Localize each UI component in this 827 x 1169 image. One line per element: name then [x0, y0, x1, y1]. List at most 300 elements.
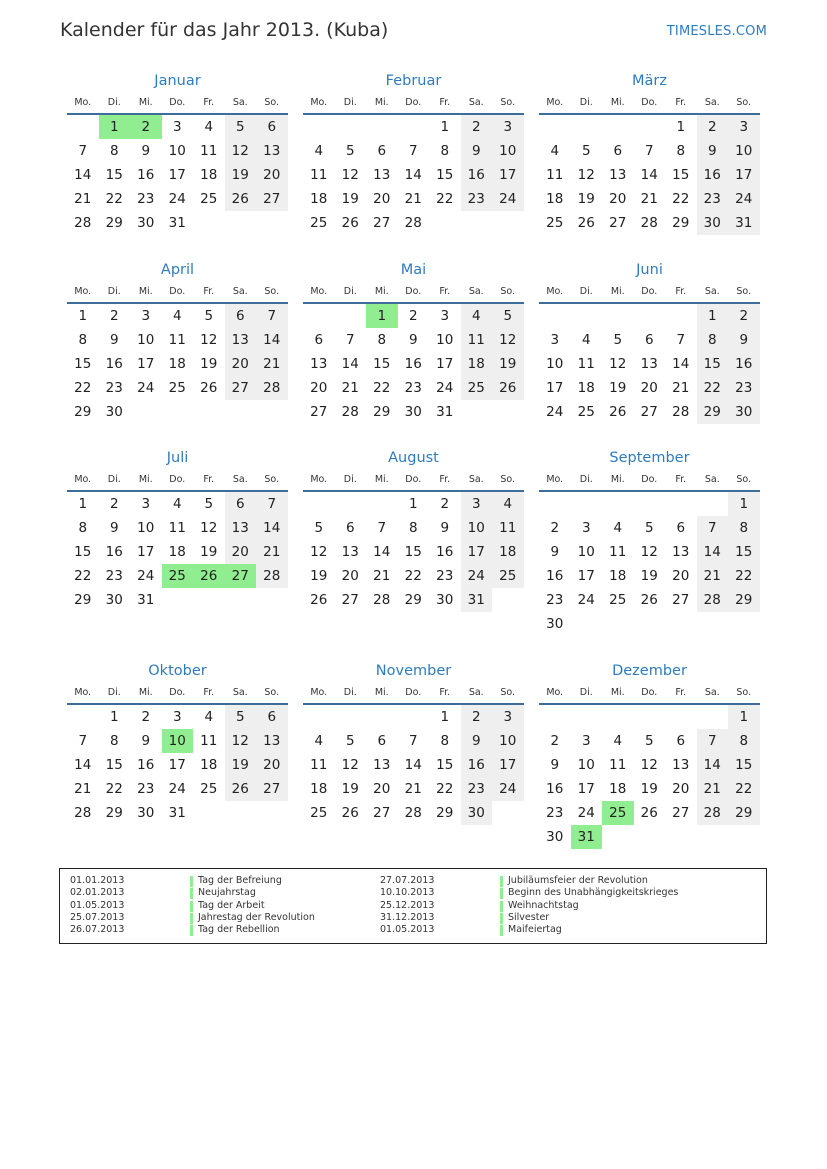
- weekday-label: So.: [264, 474, 280, 485]
- day-cell: 16: [461, 753, 493, 777]
- day-cell: [728, 612, 760, 636]
- weekday-label: Do.: [405, 97, 422, 108]
- day-cell: 25: [310, 805, 328, 821]
- day-cell: [539, 115, 571, 139]
- day-cell: 26: [193, 564, 225, 588]
- day-cell: [602, 115, 634, 139]
- day-cell: 27: [310, 404, 328, 420]
- day-cell: 11: [168, 332, 186, 348]
- day-cell: [256, 801, 288, 825]
- holiday-marker: [500, 901, 503, 912]
- day-cell: 30: [461, 801, 493, 825]
- holiday-marker: [190, 913, 193, 924]
- weekday-label: Mo.: [74, 286, 92, 297]
- day-cell: 29: [672, 215, 690, 231]
- weekday-label: Mi.: [374, 687, 389, 698]
- day-cell: 22: [436, 191, 454, 207]
- day-cell: 22: [105, 781, 123, 797]
- day-cell: 2: [461, 705, 493, 729]
- day-cell: 15: [373, 356, 391, 372]
- day-cell: 14: [373, 544, 391, 560]
- day-cell: 11: [200, 143, 218, 159]
- day-cell: 18: [310, 781, 328, 797]
- day-cell: 31: [137, 592, 155, 608]
- month-7: [303, 447, 524, 612]
- day-cell: 8: [440, 733, 450, 749]
- month-0: [67, 70, 288, 235]
- day-cell: 4: [172, 308, 182, 324]
- day-cell: 31: [461, 588, 493, 612]
- day-cell: 7: [256, 492, 288, 516]
- day-cell: [256, 588, 288, 612]
- day-cell: 20: [225, 352, 257, 376]
- day-cell: 5: [492, 304, 524, 328]
- weekday-label: So.: [264, 97, 280, 108]
- day-cell: 16: [404, 356, 422, 372]
- day-cell: 16: [105, 356, 123, 372]
- weekday-label: Mo.: [546, 474, 564, 485]
- day-cell: [728, 825, 760, 849]
- day-cell: 5: [613, 332, 623, 348]
- weekday-label: So.: [500, 286, 516, 297]
- day-cell: 15: [672, 167, 690, 183]
- day-cell: 23: [137, 781, 155, 797]
- day-cell: [398, 705, 430, 729]
- weekday-label: So.: [264, 687, 280, 698]
- weekday-label: Fr.: [203, 97, 215, 108]
- page-title: Kalender für das Jahr 2013. (Kuba): [60, 19, 389, 41]
- day-cell: 6: [644, 332, 654, 348]
- day-cell: 8: [728, 516, 760, 540]
- day-cell: 13: [640, 356, 658, 372]
- day-cell: 18: [492, 540, 524, 564]
- day-cell: [335, 115, 367, 139]
- day-cell: 20: [672, 568, 690, 584]
- day-cell: [162, 400, 194, 424]
- day-cell: 9: [109, 332, 119, 348]
- day-cell: 10: [546, 356, 564, 372]
- day-cell: 21: [74, 191, 92, 207]
- weekday-label: Sa.: [232, 687, 248, 698]
- week-row: [67, 400, 288, 424]
- week-row: [539, 492, 760, 516]
- day-cell: 14: [256, 328, 288, 352]
- day-cell: 11: [609, 757, 627, 773]
- weekday-label: Di.: [107, 97, 121, 108]
- day-cell: 7: [78, 733, 88, 749]
- day-cell: [571, 304, 603, 328]
- day-cell: 19: [200, 544, 218, 560]
- day-cell: 22: [105, 191, 123, 207]
- weekday-label: Sa.: [468, 687, 484, 698]
- day-cell: 10: [162, 729, 194, 753]
- day-cell: 13: [672, 544, 690, 560]
- day-cell: 13: [373, 757, 391, 773]
- week-row: [303, 705, 524, 729]
- day-cell: 23: [546, 805, 564, 821]
- day-cell: [225, 801, 257, 825]
- day-cell: 24: [137, 380, 155, 396]
- day-cell: 10: [137, 520, 155, 536]
- day-cell: 27: [609, 215, 627, 231]
- day-cell: 9: [109, 520, 119, 536]
- weekday-label: So.: [500, 474, 516, 485]
- weekday-label: Mo.: [310, 286, 328, 297]
- day-cell: 11: [546, 167, 564, 183]
- day-cell: [303, 304, 335, 328]
- day-cell: 22: [728, 777, 760, 801]
- day-cell: 19: [492, 352, 524, 376]
- day-cell: 16: [137, 757, 155, 773]
- day-cell: 12: [341, 167, 359, 183]
- day-cell: 15: [74, 356, 92, 372]
- week-row: [67, 729, 288, 753]
- weekday-label: Mo.: [546, 687, 564, 698]
- day-cell: 30: [728, 400, 760, 424]
- day-cell: 14: [697, 753, 729, 777]
- day-cell: 8: [676, 143, 686, 159]
- day-cell: 18: [577, 380, 595, 396]
- week-row: [539, 516, 760, 540]
- day-cell: 26: [609, 404, 627, 420]
- day-cell: 16: [436, 544, 454, 560]
- weekday-label: Fr.: [203, 474, 215, 485]
- day-cell: 29: [74, 404, 92, 420]
- day-cell: 17: [168, 167, 186, 183]
- month-6: [67, 447, 288, 612]
- day-cell: 24: [137, 568, 155, 584]
- weekday-label: Di.: [579, 474, 593, 485]
- month-2: [539, 70, 760, 235]
- weekday-label: So.: [500, 687, 516, 698]
- day-cell: 5: [314, 520, 324, 536]
- day-cell: 30: [404, 404, 422, 420]
- day-cell: 15: [728, 753, 760, 777]
- day-cell: 21: [640, 191, 658, 207]
- day-cell: 6: [676, 733, 686, 749]
- day-cell: 12: [609, 356, 627, 372]
- day-cell: 3: [492, 115, 524, 139]
- week-row: [539, 139, 760, 163]
- week-row: [539, 588, 760, 612]
- site-link[interactable]: TIMESLES.COM: [666, 24, 767, 39]
- day-cell: [634, 115, 666, 139]
- day-cell: 9: [440, 520, 450, 536]
- weekday-label: Mo.: [310, 97, 328, 108]
- month-name: April: [160, 262, 195, 278]
- day-cell: 27: [341, 592, 359, 608]
- week-row: [303, 729, 524, 753]
- day-cell: 11: [577, 356, 595, 372]
- holiday-date: 01.01.2013: [70, 875, 125, 886]
- day-cell: 24: [728, 187, 760, 211]
- day-cell: [193, 588, 225, 612]
- day-cell: [256, 400, 288, 424]
- day-cell: 4: [550, 143, 560, 159]
- week-row: [539, 777, 760, 801]
- weekday-label: Fr.: [675, 97, 687, 108]
- day-cell: 4: [492, 492, 524, 516]
- day-cell: 20: [373, 781, 391, 797]
- day-cell: 5: [204, 308, 214, 324]
- day-cell: 26: [341, 215, 359, 231]
- day-cell: 1: [697, 304, 729, 328]
- week-row: [67, 328, 288, 352]
- day-cell: [697, 825, 729, 849]
- weekday-label: Mi.: [610, 474, 625, 485]
- day-cell: [225, 211, 257, 235]
- day-cell: 28: [672, 404, 690, 420]
- day-cell: 27: [225, 564, 257, 588]
- weekday-label: Sa.: [704, 286, 720, 297]
- weekday-label: Di.: [343, 687, 357, 698]
- day-cell: 17: [137, 544, 155, 560]
- weekday-label: Sa.: [468, 286, 484, 297]
- day-cell: [634, 705, 666, 729]
- day-cell: 24: [436, 380, 454, 396]
- day-cell: 24: [168, 191, 186, 207]
- day-cell: 30: [105, 592, 123, 608]
- holiday-date: 26.07.2013: [70, 924, 125, 936]
- day-cell: 17: [436, 356, 454, 372]
- day-cell: 7: [676, 332, 686, 348]
- day-cell: 2: [461, 115, 493, 139]
- day-cell: 28: [74, 805, 92, 821]
- day-cell: 23: [546, 592, 564, 608]
- day-cell: [366, 705, 398, 729]
- day-cell: 16: [461, 163, 493, 187]
- weekday-label: Di.: [343, 474, 357, 485]
- day-cell: 20: [373, 191, 391, 207]
- weekday-label: Do.: [641, 97, 658, 108]
- day-cell: 17: [546, 380, 564, 396]
- day-cell: 8: [78, 520, 88, 536]
- day-cell: 1: [728, 705, 760, 729]
- day-cell: 29: [404, 592, 422, 608]
- day-cell: 31: [168, 805, 186, 821]
- day-cell: 21: [404, 191, 422, 207]
- day-cell: 8: [408, 520, 418, 536]
- holiday-name: Beginn des Unabhängigkeitskrieges: [508, 887, 679, 899]
- day-cell: 17: [137, 356, 155, 372]
- day-cell: 9: [550, 544, 560, 560]
- weekday-label: Sa.: [704, 474, 720, 485]
- weekday-label: Mo.: [74, 474, 92, 485]
- day-cell: 17: [492, 163, 524, 187]
- weekday-header: [67, 283, 288, 301]
- day-cell: 25: [602, 801, 634, 825]
- day-cell: 18: [200, 757, 218, 773]
- day-cell: 20: [672, 781, 690, 797]
- day-cell: 12: [200, 520, 218, 536]
- day-cell: 26: [341, 805, 359, 821]
- day-cell: 4: [314, 733, 324, 749]
- weekday-header: [303, 94, 524, 112]
- day-cell: [303, 115, 335, 139]
- day-cell: 21: [256, 352, 288, 376]
- week-row: [539, 753, 760, 777]
- week-row: [539, 540, 760, 564]
- day-cell: [67, 115, 99, 139]
- day-cell: 30: [546, 829, 564, 845]
- day-cell: 12: [577, 167, 595, 183]
- day-cell: 15: [436, 167, 454, 183]
- weekday-label: Sa.: [232, 286, 248, 297]
- day-cell: 17: [492, 753, 524, 777]
- weekday-label: Mo.: [74, 97, 92, 108]
- day-cell: 30: [137, 215, 155, 231]
- day-cell: 28: [640, 215, 658, 231]
- day-cell: 24: [461, 564, 493, 588]
- day-cell: [225, 588, 257, 612]
- day-cell: 23: [461, 777, 493, 801]
- weekday-label: Sa.: [468, 474, 484, 485]
- day-cell: 21: [373, 568, 391, 584]
- week-row: [303, 540, 524, 564]
- day-cell: 15: [728, 540, 760, 564]
- day-cell: 14: [74, 757, 92, 773]
- day-cell: 9: [550, 757, 560, 773]
- day-cell: 21: [74, 781, 92, 797]
- month-10: [303, 660, 524, 825]
- month-4: [303, 259, 524, 424]
- day-cell: 5: [225, 115, 257, 139]
- day-cell: 8: [109, 733, 119, 749]
- day-cell: 31: [168, 215, 186, 231]
- week-row: [67, 753, 288, 777]
- weekday-label: Do.: [641, 687, 658, 698]
- day-cell: 11: [492, 516, 524, 540]
- weekday-label: Fr.: [203, 286, 215, 297]
- day-cell: 28: [341, 404, 359, 420]
- holiday-marker: [500, 876, 503, 887]
- month-3: [67, 259, 288, 424]
- holiday-marker: [190, 888, 193, 899]
- week-row: [303, 187, 524, 211]
- day-cell: 13: [256, 729, 288, 753]
- day-cell: 7: [345, 332, 355, 348]
- day-cell: 31: [728, 211, 760, 235]
- day-cell: 14: [640, 167, 658, 183]
- day-cell: [492, 801, 524, 825]
- day-cell: 2: [109, 496, 119, 512]
- day-cell: 5: [644, 520, 654, 536]
- day-cell: 6: [345, 520, 355, 536]
- day-cell: 27: [225, 376, 257, 400]
- day-cell: 1: [78, 308, 88, 324]
- weekday-label: Mi.: [374, 474, 389, 485]
- day-cell: [571, 115, 603, 139]
- day-cell: 4: [204, 119, 214, 135]
- week-row: [539, 187, 760, 211]
- day-cell: 12: [225, 729, 257, 753]
- day-cell: 10: [168, 143, 186, 159]
- day-cell: 26: [225, 777, 257, 801]
- day-cell: 1: [109, 709, 119, 725]
- day-cell: 3: [550, 332, 560, 348]
- weekday-header: [67, 684, 288, 702]
- week-row: [67, 801, 288, 825]
- day-cell: 12: [492, 328, 524, 352]
- weekday-label: So.: [736, 286, 752, 297]
- day-cell: 16: [105, 544, 123, 560]
- day-cell: 9: [728, 328, 760, 352]
- day-cell: 4: [204, 709, 214, 725]
- week-row: [67, 777, 288, 801]
- day-cell: 8: [109, 143, 119, 159]
- day-cell: 5: [345, 143, 355, 159]
- weekday-label: Do.: [405, 687, 422, 698]
- day-cell: 29: [105, 215, 123, 231]
- week-row: [539, 163, 760, 187]
- day-cell: 7: [408, 733, 418, 749]
- day-cell: 28: [404, 215, 422, 231]
- weekday-header: [67, 94, 288, 112]
- day-cell: 29: [436, 805, 454, 821]
- day-cell: 18: [609, 781, 627, 797]
- day-cell: 18: [168, 544, 186, 560]
- day-cell: 24: [168, 781, 186, 797]
- day-cell: 7: [78, 143, 88, 159]
- day-cell: 26: [225, 187, 257, 211]
- day-cell: 15: [105, 167, 123, 183]
- day-cell: 25: [492, 564, 524, 588]
- day-cell: [539, 705, 571, 729]
- month-name: Juli: [166, 450, 189, 466]
- day-cell: 16: [546, 781, 564, 797]
- week-row: [303, 352, 524, 376]
- day-cell: 1: [440, 119, 450, 135]
- day-cell: 27: [256, 187, 288, 211]
- holiday-marker: [190, 901, 193, 912]
- day-cell: [602, 492, 634, 516]
- day-cell: 12: [225, 139, 257, 163]
- weekday-label: Do.: [169, 286, 186, 297]
- day-cell: 30: [697, 211, 729, 235]
- day-cell: 14: [256, 516, 288, 540]
- day-cell: 7: [644, 143, 654, 159]
- day-cell: 2: [697, 115, 729, 139]
- day-cell: 22: [436, 781, 454, 797]
- holiday-name: Tag der Arbeit: [198, 899, 265, 911]
- day-cell: 4: [613, 520, 623, 536]
- day-cell: [193, 400, 225, 424]
- day-cell: 3: [141, 308, 151, 324]
- day-cell: [602, 304, 634, 328]
- day-cell: 16: [728, 352, 760, 376]
- day-cell: 15: [697, 352, 729, 376]
- day-cell: 16: [697, 163, 729, 187]
- day-cell: [697, 612, 729, 636]
- holiday-marker: [190, 876, 193, 887]
- day-cell: [602, 825, 634, 849]
- weekday-header: [67, 471, 288, 489]
- day-cell: [602, 705, 634, 729]
- holiday-name: Jubiläumsfeier der Revolution: [508, 875, 648, 886]
- day-cell: 17: [168, 757, 186, 773]
- day-cell: [539, 492, 571, 516]
- weekday-header: [303, 283, 524, 301]
- weekday-label: Di.: [107, 286, 121, 297]
- month-name: März: [632, 73, 667, 89]
- day-cell: 27: [672, 592, 690, 608]
- day-cell: [162, 588, 194, 612]
- day-cell: 16: [137, 167, 155, 183]
- day-cell: 19: [341, 781, 359, 797]
- weekday-label: So.: [736, 474, 752, 485]
- day-cell: 3: [492, 705, 524, 729]
- day-cell: 23: [404, 380, 422, 396]
